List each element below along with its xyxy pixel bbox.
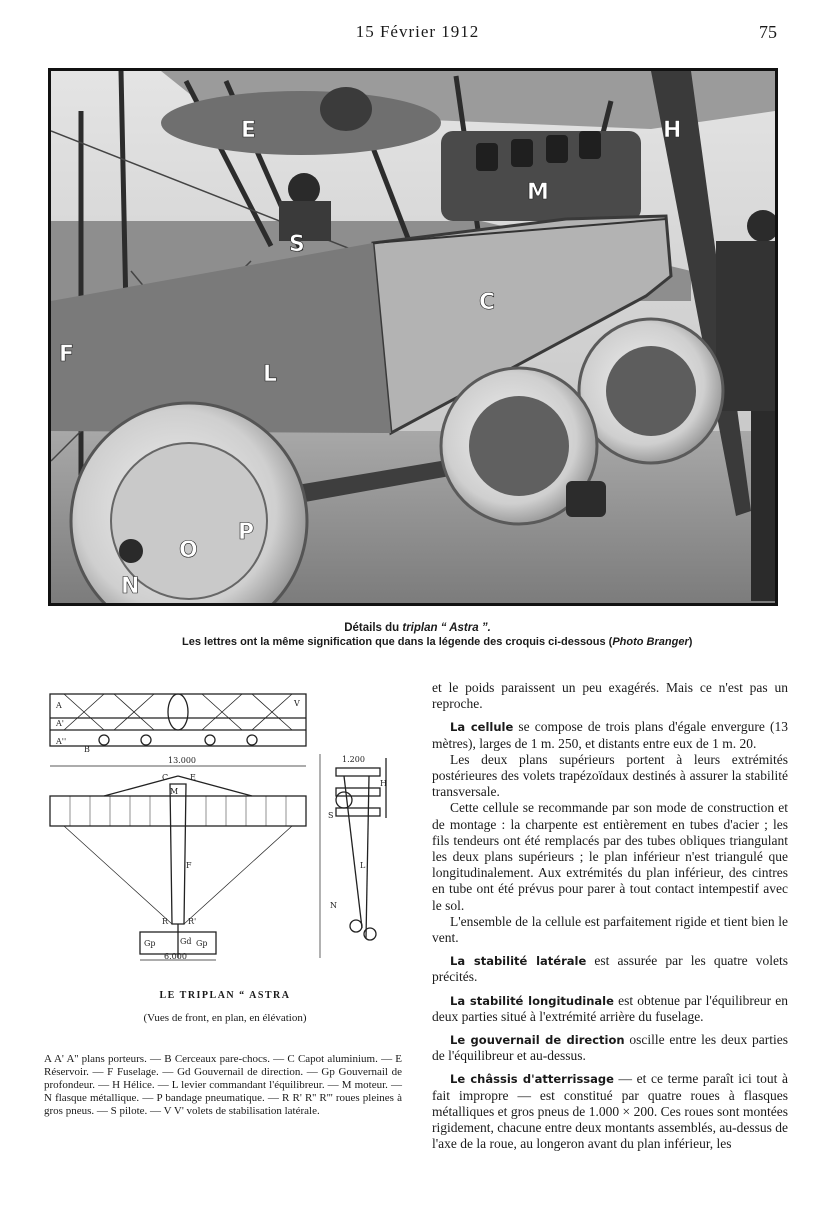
fig-label-v: V [294, 699, 300, 708]
photo-caption-title [0, 622, 835, 634]
photo-label-e: E [241, 118, 257, 143]
paragraph-text: est assurée par les quatre volets précités. [432, 953, 788, 985]
section-lead: Le gouvernail de direction [450, 1033, 625, 1048]
section-lead: Le châssis d'atterrissage [450, 1072, 614, 1087]
fig-label-r1: R' [188, 917, 197, 926]
article-paragraph-cellule [432, 719, 788, 751]
article-column [432, 680, 788, 1152]
article-paragraph-gouvernail [432, 1032, 788, 1064]
paragraph-text: — et ce terme paraît ici tout à fait impropre — est constitué par quatre roues à flasques métalliques et gros pneus de 1.000 × 200. Ces roues sont montées rigidement, chacune entre deux montants assemblés, au-dessus de l'axe de la roue, au longeron avant du plan inférieur, les [432, 1071, 788, 1152]
fig-label-s: S [328, 811, 334, 820]
photo-label-h: H [663, 118, 682, 143]
photo-label-s: S [289, 232, 305, 257]
fig-label-m: M [170, 787, 179, 796]
fig-label-l: L [360, 861, 366, 870]
fig-label-h: H [380, 779, 387, 788]
triplane-photo [48, 68, 778, 606]
figure-legend: A A' A'' plans porteurs. — B Cerceaux pare-chocs. — C Capot aluminium. — E Réservoir. — F Fuselage. — Gd Gouvernail de direction. — Gp Gouvernail de profondeur. — H Hélice. — L levier commandant l'équilibreur. — M moteur. — N flasque métallique. — P bandage pneumatique. — R R' R'' R''' roues pleines à gros pneus. — S pilote. — V V' volets de stabilisation latérale. [44, 1053, 402, 1117]
article-paragraph: Les deux plans supérieurs portent à leurs extrémités postérieures des volets trapézoïdaux destinés à assurer la stabilité transversale. [432, 751, 788, 800]
photo-label-f: F [59, 342, 75, 367]
fig-label-b: B [84, 745, 90, 754]
fig-label-c: C [162, 773, 169, 782]
photo-credit: Photo Branger [612, 636, 689, 648]
fig-label-n: N [330, 901, 337, 910]
page-number: 75 [759, 22, 777, 42]
elevation-view [320, 754, 386, 958]
fig-label-gd: Gd [180, 937, 192, 946]
paragraph-text: oscille entre les deux parties de l'équilibreur et au-dessus. [432, 1032, 788, 1064]
fig-label-gp: Gp [144, 939, 156, 948]
dim-span: 13.000 [168, 756, 196, 765]
figure-subtitle: (Vues de front, en plan, en élévation) [143, 1012, 307, 1024]
technical-drawing [44, 688, 406, 963]
article-paragraph: Cette cellule se recommande par son mode de construction et de montage : la charpente est entièrement en tubes d'acier ; les fils tendeurs ont été remplacés par des tubes obliques triangulant les deux plans supérieurs ; le plan inférieur n'est triangulé que longitudinalement. Aux extrémités du plan inférieur, des cintres en tube ont été prévus pour parer à tout contact intempestif avec le sol. [432, 800, 788, 913]
caption-prefix: Détails du [344, 622, 403, 634]
fig-label-e: E [190, 773, 196, 782]
fig-label-r: R [162, 917, 169, 926]
article-paragraph: et le poids paraissent un peu exagérés. Mais ce n'est pas un reproche. [432, 680, 788, 712]
paragraph-text: se compose de trois plans d'égale envergure (13 mètres), larges de 1 m. 250, et distants entre eux de 1 m. 20. [432, 719, 788, 751]
fig-label-gp2: Gp [196, 939, 208, 948]
header-date: 15 Février 1912 [355, 22, 480, 41]
photo-label-p: P [238, 520, 255, 545]
article-paragraph-stabilite-laterale [432, 953, 788, 985]
photo-label-m: M [527, 180, 549, 205]
section-lead: La stabilité latérale [450, 954, 587, 969]
front-view [50, 694, 306, 746]
dim-tail: 6.000 [164, 952, 187, 961]
caption-italic: triplan “ Astra ”. [402, 622, 491, 634]
caption-close: ) [688, 636, 693, 648]
photo-label-o: O [179, 538, 198, 563]
photo-caption-text [182, 636, 692, 648]
photo-label-l: L [263, 362, 278, 387]
figure-title: LE TRIPLAN “ ASTRA [159, 990, 291, 1001]
photo-label-n: N [121, 574, 140, 599]
caption-line2: Les lettres ont la même signification que dans la légende des croquis ci-dessous ( [182, 636, 613, 648]
paragraph-text: est obtenue par l'équilibreur en deux parties situé à l'extrémité arrière du fuselage. [432, 992, 788, 1024]
fig-label-f: F [186, 861, 192, 870]
fig-label-a1: A' [56, 719, 64, 728]
article-paragraph-stabilite-longitudinale [432, 993, 788, 1025]
fig-label-a: A [56, 701, 62, 710]
dim-elevation: 1.200 [342, 755, 365, 764]
fig-label-a2: A'' [56, 737, 67, 746]
article-paragraph: L'ensemble de la cellule est parfaitement rigide et tient bien le vent. [432, 913, 788, 946]
photo-label-c: C [479, 290, 496, 315]
section-lead: La stabilité longitudinale [450, 993, 614, 1008]
section-lead: La cellule [450, 720, 514, 735]
article-paragraph-chassis [432, 1071, 788, 1152]
